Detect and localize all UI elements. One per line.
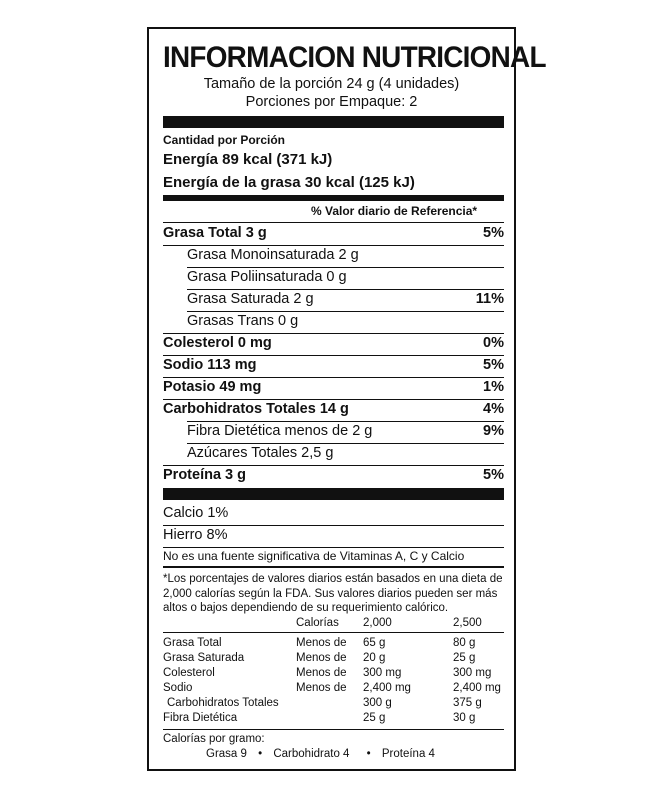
dv-cell: 25 g	[363, 712, 386, 724]
calories-per-gram-label: Calorías por gramo:	[163, 733, 265, 745]
nutrient-percent: 5%	[483, 467, 504, 483]
nutrient-row	[163, 289, 504, 311]
nutrient-row	[163, 245, 504, 267]
nutrient-label: Carbohidratos Totales 14 g	[163, 401, 349, 417]
bullet-icon: •	[366, 748, 371, 760]
nutrient-label: Sodio 113 mg	[163, 357, 257, 373]
nutrient-label: Grasa Monoinsaturada 2 g	[187, 247, 359, 263]
rule	[163, 547, 504, 548]
nutrient-label: Potasio 49 mg	[163, 379, 262, 395]
nutrient-row	[163, 333, 504, 355]
nutrient-label: Grasa Total 3 g	[163, 225, 267, 241]
nutrient-label: Grasa Saturada 2 g	[187, 291, 314, 307]
nutrient-row	[163, 223, 504, 245]
medium-divider	[163, 195, 504, 201]
footnote	[163, 572, 502, 616]
footnote-line: altos o bajos dependiendo de su requerimiento calórico.	[163, 602, 449, 614]
dv-cell: Sodio	[163, 682, 193, 694]
bullet-icon: •	[258, 748, 263, 760]
nutrient-row	[163, 267, 504, 289]
nutrient-percent: 5%	[483, 357, 504, 373]
mineral-label: Hierro 8%	[163, 527, 228, 543]
daily-value-header: % Valor diario de Referencia*	[311, 204, 478, 218]
servings-per-container: Porciones por Empaque: 2	[245, 94, 418, 110]
energy-from-fat: Energía de la grasa 30 kcal (125 kJ)	[163, 174, 415, 191]
cal-carb: Carbohidrato 4	[273, 748, 350, 760]
footnote-line: 2,000 calorías según la FDA. Sus valores diarios pueden ser más	[163, 587, 498, 600]
footnote-line: *Los porcentajes de valores diarios están basados en una dieta de	[163, 573, 503, 585]
nutrient-percent: 5%	[483, 225, 504, 241]
dv-cell: 375 g	[453, 697, 482, 709]
nutrient-label: Grasa Poliinsaturada 0 g	[187, 269, 347, 285]
dv-cell: 300 g	[363, 697, 392, 709]
nutrient-label: Colesterol 0 mg	[163, 335, 272, 351]
nutrient-label: Proteína 3 g	[163, 467, 246, 483]
nutrient-row	[163, 355, 504, 377]
dv-table-row	[163, 666, 504, 680]
nutrient-label: Grasas Trans 0 g	[187, 313, 299, 329]
dv-cell: Menos de	[296, 637, 347, 649]
not-significant-note: No es una fuente significativa de Vitaminas A, C y Calcio	[163, 549, 465, 563]
nutrient-label: Fibra Dietética menos de 2 g	[187, 423, 373, 439]
nutrient-label: Azúcares Totales 2,5 g	[187, 445, 334, 461]
nutrient-row	[163, 399, 504, 421]
dv-cell: Menos de	[296, 682, 347, 694]
dv-table-row	[163, 696, 504, 710]
calories-per-gram-values	[206, 748, 435, 760]
nutrient-percent: 11%	[475, 291, 504, 307]
mineral-row	[163, 503, 504, 525]
dv-table-row	[163, 651, 504, 665]
cal-fat: Grasa 9	[206, 748, 247, 760]
label-title: INFORMACION NUTRICIONAL	[163, 41, 546, 74]
mineral-row	[163, 525, 504, 547]
dv-cell: Menos de	[296, 652, 347, 664]
nutrient-row	[163, 421, 504, 443]
nutrition-facts-panel	[147, 27, 546, 771]
dv-cell: 65 g	[363, 637, 386, 649]
nutrient-percent: 9%	[483, 423, 504, 439]
dv-cell: 300 mg	[363, 667, 402, 679]
dv-cell: Fibra Dietética	[163, 712, 238, 724]
amount-per-serving: Cantidad por Porción	[163, 133, 286, 147]
dv-cell: 20 g	[363, 652, 386, 664]
dv-table-row	[163, 711, 504, 725]
divider	[163, 566, 504, 568]
nutrient-row	[163, 311, 504, 333]
dv-cell: 2,400 mg	[363, 682, 411, 694]
dv-table-row	[163, 636, 504, 650]
dv-cell: Grasa Total	[163, 637, 222, 649]
nutrient-row	[163, 443, 504, 465]
nutrient-row	[163, 465, 504, 487]
mineral-label: Calcio 1%	[163, 505, 229, 521]
serving-size: Tamaño de la porción 24 g (4 unidades)	[203, 76, 460, 92]
cal-protein: Proteína 4	[381, 748, 435, 760]
dv-cell: 80 g	[453, 637, 476, 649]
rule	[163, 729, 504, 730]
dv-cell: 25 g	[453, 652, 476, 664]
dv-header-2500: 2,500	[453, 617, 482, 629]
dv-cell: Grasa Saturada	[163, 652, 245, 664]
dv-header-2000: 2,000	[363, 617, 392, 629]
rule	[163, 632, 504, 633]
dv-cell: 30 g	[453, 712, 476, 724]
nutrient-percent: 1%	[483, 379, 504, 395]
nutrient-percent: 0%	[483, 335, 504, 351]
dv-header-calories: Calorías	[296, 617, 339, 629]
dv-cell: Colesterol	[163, 667, 215, 679]
dv-table-header	[163, 616, 504, 630]
dv-cell: Carbohidratos Totales	[167, 697, 279, 709]
dv-cell: 2,400 mg	[453, 682, 501, 694]
nutrient-percent: 4%	[483, 401, 504, 417]
dv-cell: Menos de	[296, 667, 347, 679]
thick-divider	[163, 116, 504, 128]
dv-table-row	[163, 681, 504, 695]
energy: Energía 89 kcal (371 kJ)	[163, 151, 333, 168]
nutrient-row	[163, 377, 504, 399]
thick-divider	[163, 488, 504, 500]
dv-cell: 300 mg	[453, 667, 492, 679]
